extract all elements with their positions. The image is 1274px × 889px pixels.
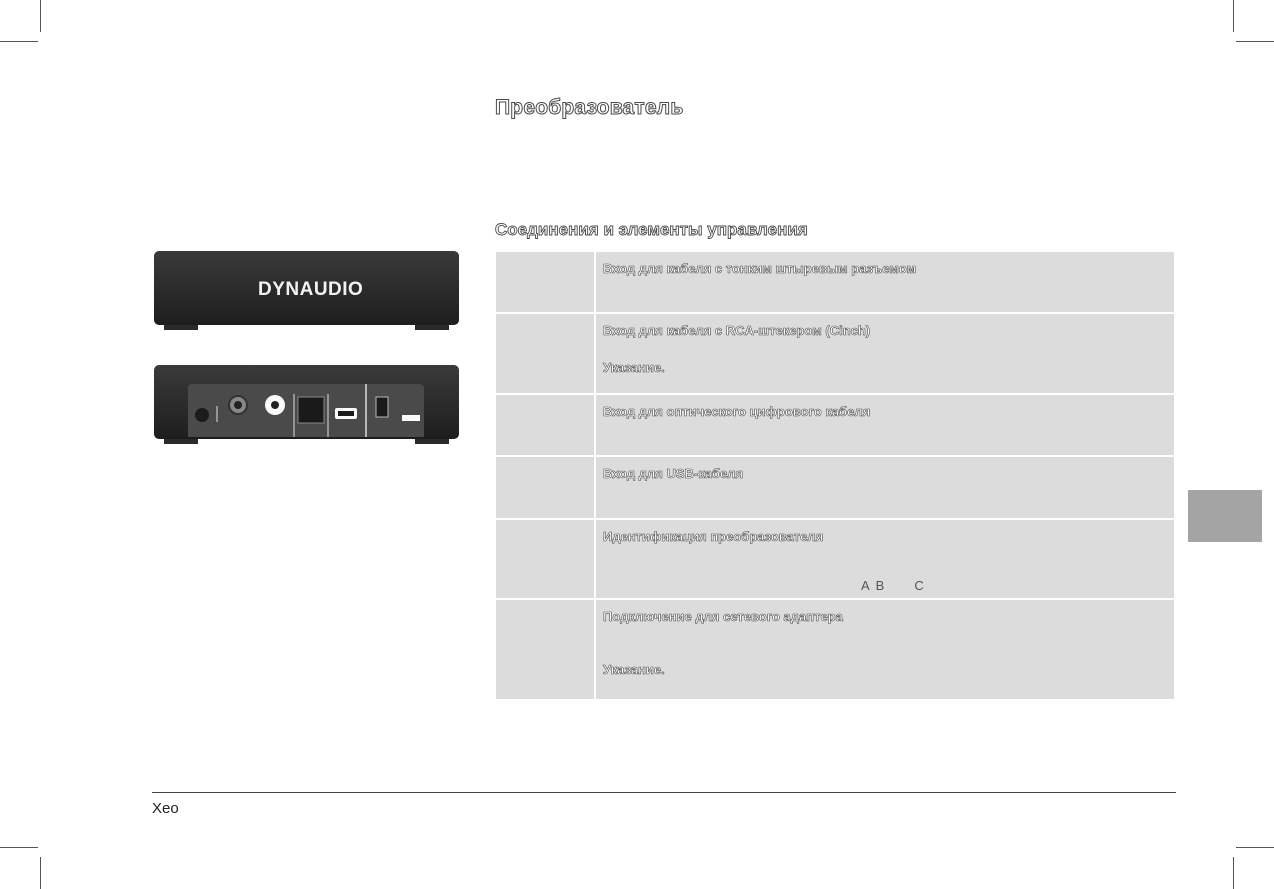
- connector-panel: [188, 384, 424, 437]
- footer-product: Xeo: [152, 800, 179, 817]
- table-row: [496, 520, 1174, 600]
- crop-mark: [40, 0, 41, 32]
- table-desc-cell: [596, 457, 1174, 518]
- switch-position-b: B: [875, 578, 885, 593]
- table-row: [496, 314, 1174, 395]
- crop-mark: [0, 847, 38, 848]
- table-desc-cell: [596, 314, 1174, 393]
- crop-mark: [1236, 41, 1274, 42]
- crop-mark: [0, 41, 38, 42]
- crop-mark: [40, 857, 41, 889]
- converter-rear-image: [154, 365, 459, 439]
- row-note: Указание.: [603, 662, 665, 677]
- table-desc-cell: [596, 600, 1174, 699]
- device-foot: [415, 325, 449, 330]
- table-row: [496, 252, 1174, 314]
- page-title: Преобразователь: [495, 96, 684, 119]
- row-heading: Подключение для сетевого адаптера: [603, 609, 843, 624]
- table-row: [496, 600, 1174, 699]
- device-foot: [164, 439, 198, 444]
- table-desc-cell: [596, 252, 1174, 312]
- table-label-cell: [496, 395, 596, 455]
- row-heading: Вход для USB-кабеля: [603, 466, 744, 481]
- switch-position-c: C: [914, 578, 924, 593]
- switch-position-a: A: [861, 578, 870, 593]
- row-heading: Идентификация преобразователя: [603, 529, 824, 544]
- ir-input-icon: [195, 408, 209, 422]
- switch-positions: [861, 578, 930, 593]
- dynaudio-logo: DYNAUDIO: [258, 279, 364, 300]
- table-desc-cell: [596, 395, 1174, 455]
- table-label-cell: [496, 252, 596, 312]
- section-title: Соединения и элементы управления: [495, 220, 808, 239]
- row-note: Указание.: [603, 360, 665, 375]
- footer-divider: [152, 792, 1176, 793]
- table-label-cell: [496, 520, 596, 598]
- device-foot: [415, 439, 449, 444]
- crop-mark: [1236, 847, 1274, 848]
- row-heading: Вход для кабеля с RCA-штекером (Cinch): [603, 323, 871, 338]
- device-foot: [164, 325, 198, 330]
- table-label-cell: [496, 314, 596, 393]
- connector-panel-graphic: [188, 384, 424, 437]
- id-switch-icon: [376, 397, 388, 417]
- row-heading: Вход для кабеля с тонким штыревым разъемом: [603, 261, 917, 276]
- table-row: [496, 457, 1174, 520]
- table-row: [496, 395, 1174, 457]
- table-label-cell: [496, 600, 596, 699]
- connections-table: [496, 252, 1174, 699]
- crop-mark: [1233, 0, 1234, 32]
- crop-mark: [1233, 857, 1234, 889]
- table-label-cell: [496, 457, 596, 518]
- converter-front-image: [154, 251, 459, 325]
- optical-input-icon: [298, 397, 324, 423]
- power-socket-icon: [402, 415, 420, 421]
- chapter-tab: [1188, 490, 1262, 542]
- table-desc-cell: [596, 520, 1174, 598]
- row-heading: Вход для оптического цифрового кабеля: [603, 404, 871, 419]
